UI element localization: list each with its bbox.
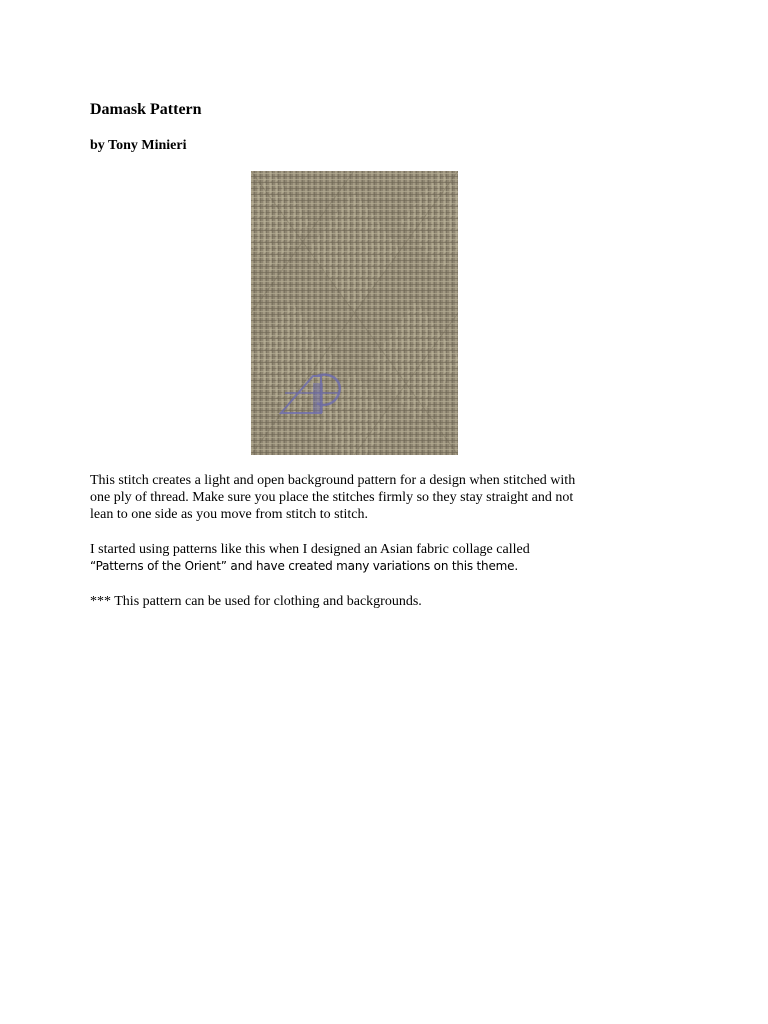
document-title: Damask Pattern [90, 101, 202, 118]
paragraph-usage-note: *** This pattern can be used for clothing and backgrounds. [90, 594, 422, 609]
paragraph-line: I started using patterns like this when I designed an Asian fabric collage called [90, 542, 530, 557]
paragraph-line: “Patterns of the Orient” and have created many variations on this theme. [90, 559, 518, 573]
paragraph-line: This stitch creates a light and open background pattern for a design when stitched with [90, 473, 576, 488]
damask-stitch-texture [251, 171, 458, 455]
author-byline: by Tony Minieri [90, 138, 187, 153]
paragraph-stitch-description [90, 472, 630, 523]
damask-stitch-image [251, 171, 458, 455]
paragraph-line: one ply of thread. Make sure you place the stitches firmly so they stay straight and not [90, 490, 574, 505]
paragraph-pattern-origin [90, 541, 630, 575]
paragraph-line: lean to one side as you move from stitch to stitch. [90, 507, 369, 522]
